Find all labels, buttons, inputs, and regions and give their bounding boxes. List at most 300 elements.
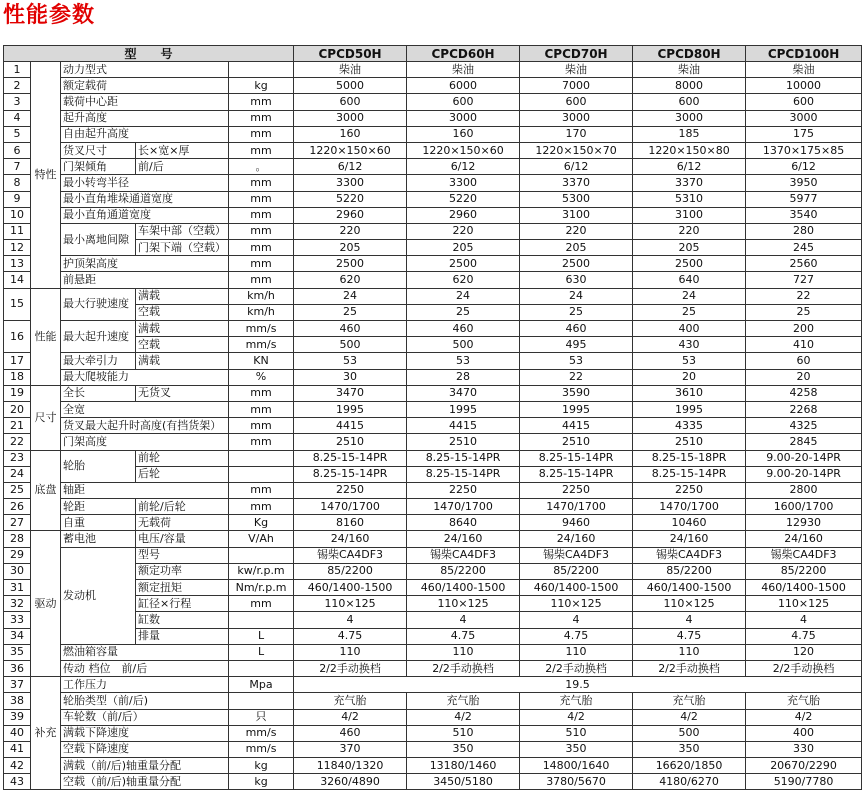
value-cell: 120	[746, 644, 862, 660]
item-label: 最大牵引力	[61, 353, 136, 369]
unit-cell: L	[229, 628, 294, 644]
value-cell: 9.00-20-14PR	[746, 466, 862, 482]
unit-cell: mm/s	[229, 725, 294, 741]
row-number: 38	[4, 693, 31, 709]
page-title: 性能参数	[3, 3, 96, 28]
value-cell: 727	[746, 272, 862, 288]
value-cell: 3370	[633, 175, 746, 191]
value-cell: 2800	[746, 482, 862, 498]
value-cell: 110	[294, 644, 407, 660]
row-number: 40	[4, 725, 31, 741]
value-cell: 6/12	[407, 159, 520, 175]
table-row	[4, 126, 862, 142]
table-row	[4, 159, 862, 175]
value-cell: 460	[294, 321, 407, 337]
unit-cell: mm	[229, 240, 294, 256]
value-cell: 24	[294, 288, 407, 304]
value-cell: 3000	[407, 110, 520, 126]
row-number: 9	[4, 191, 31, 207]
row-number: 15	[4, 288, 31, 320]
value-cell: 350	[633, 741, 746, 757]
value-cell: 4335	[633, 418, 746, 434]
table-row	[4, 369, 862, 385]
item-label: 护顶架高度	[61, 256, 229, 272]
value-cell: 6000	[407, 78, 520, 94]
group-label: 补充	[31, 677, 61, 790]
sub-label: 门架下端（空载）	[136, 240, 229, 256]
unit-cell: Kg	[229, 515, 294, 531]
unit-cell: mm	[229, 418, 294, 434]
value-cell: 620	[294, 272, 407, 288]
row-number: 29	[4, 547, 31, 563]
value-cell: 85/2200	[633, 563, 746, 579]
unit-cell: mm	[229, 191, 294, 207]
row-number: 21	[4, 418, 31, 434]
value-cell: 2845	[746, 434, 862, 450]
value-cell: 1470/1700	[520, 499, 633, 515]
value-cell: 3000	[633, 110, 746, 126]
value-cell: 柴油	[746, 62, 862, 78]
row-number: 36	[4, 660, 31, 676]
value-cell: 600	[520, 94, 633, 110]
unit-cell: mm	[229, 175, 294, 191]
sub-label: 空载	[136, 337, 229, 353]
value-cell: 8.25-15-14PR	[520, 450, 633, 466]
row-number: 33	[4, 612, 31, 628]
row-number: 17	[4, 353, 31, 369]
sub-label: 满载	[136, 353, 229, 369]
value-cell: 410	[746, 337, 862, 353]
value-cell: 460/1400-1500	[520, 580, 633, 596]
table-row	[4, 709, 862, 725]
value-cell: 12930	[746, 515, 862, 531]
value-cell: 1470/1700	[633, 499, 746, 515]
row-number: 41	[4, 741, 31, 757]
value-cell: 柴油	[520, 62, 633, 78]
value-cell: 锡柴CA4DF3	[633, 547, 746, 563]
value-cell: 3300	[294, 175, 407, 191]
item-label: 门架倾角	[61, 159, 136, 175]
row-number: 35	[4, 644, 31, 660]
table-row	[4, 515, 862, 531]
value-cell: 220	[294, 223, 407, 239]
value-cell: 4325	[746, 418, 862, 434]
value-cell: 2/2手动换档	[407, 660, 520, 676]
unit-cell: km/h	[229, 304, 294, 320]
value-cell: 3470	[407, 385, 520, 401]
model-header: CPCD50H	[294, 46, 407, 62]
value-cell: 1470/1700	[407, 499, 520, 515]
value-cell: 460/1400-1500	[407, 580, 520, 596]
value-cell: 110	[520, 644, 633, 660]
value-cell: 4.75	[407, 628, 520, 644]
unit-cell: 。	[229, 159, 294, 175]
value-cell: 5220	[294, 191, 407, 207]
item-label: 额定载荷	[61, 78, 229, 94]
row-number: 4	[4, 110, 31, 126]
value-cell: 280	[746, 223, 862, 239]
value-cell: 5300	[520, 191, 633, 207]
group-label: 特性	[31, 62, 61, 289]
value-cell: 3300	[407, 175, 520, 191]
value-cell: 460/1400-1500	[746, 580, 862, 596]
unit-cell: kg	[229, 758, 294, 774]
value-cell: 24	[520, 288, 633, 304]
table-row	[4, 321, 862, 337]
sub-label: 电压/容量	[136, 531, 229, 547]
value-cell: 2510	[520, 434, 633, 450]
sub-label: 空载	[136, 304, 229, 320]
item-label: 空载（前/后)轴重量分配	[61, 774, 229, 790]
item-label: 货叉尺寸	[61, 142, 136, 158]
value-cell: 充气胎	[746, 693, 862, 709]
value-cell: 85/2200	[520, 563, 633, 579]
value-cell: 4415	[520, 418, 633, 434]
value-cell: 630	[520, 272, 633, 288]
value-cell: 495	[520, 337, 633, 353]
item-label: 载荷中心距	[61, 94, 229, 110]
item-label: 满载下降速度	[61, 725, 229, 741]
model-header: CPCD100H	[746, 46, 862, 62]
row-number: 14	[4, 272, 31, 288]
sub-label: 排量	[136, 628, 229, 644]
row-number: 3	[4, 94, 31, 110]
unit-cell: mm/s	[229, 337, 294, 353]
row-number: 1	[4, 62, 31, 78]
value-cell: 430	[633, 337, 746, 353]
value-cell: 60	[746, 353, 862, 369]
row-number: 10	[4, 207, 31, 223]
value-cell: 4/2	[746, 709, 862, 725]
value-cell: 4415	[294, 418, 407, 434]
row-number: 37	[4, 677, 31, 693]
row-number: 31	[4, 580, 31, 596]
value-cell: 8000	[633, 78, 746, 94]
row-number: 16	[4, 321, 31, 353]
value-cell: 24/160	[746, 531, 862, 547]
item-label: 燃油箱容量	[61, 644, 229, 660]
value-cell: 1995	[520, 401, 633, 417]
unit-cell: mm/s	[229, 321, 294, 337]
unit-cell	[229, 62, 294, 78]
value-cell: 2500	[633, 256, 746, 272]
item-label: 最小直角通道宽度	[61, 207, 229, 223]
value-cell: 2960	[407, 207, 520, 223]
value-cell: 2/2手动换档	[746, 660, 862, 676]
value-cell: 14800/1640	[520, 758, 633, 774]
unit-cell: km/h	[229, 288, 294, 304]
table-row	[4, 142, 862, 158]
item-label: 全宽	[61, 401, 229, 417]
item-label: 空载下降速度	[61, 741, 229, 757]
sub-label: 后轮	[136, 466, 229, 482]
value-cell: 25	[407, 304, 520, 320]
table-row	[4, 774, 862, 790]
value-cell: 460	[520, 321, 633, 337]
value-cell: 2250	[407, 482, 520, 498]
item-label: 门架高度	[61, 434, 229, 450]
value-cell: 5220	[407, 191, 520, 207]
value-cell: 3100	[520, 207, 633, 223]
value-cell: 3470	[294, 385, 407, 401]
table-row	[4, 531, 862, 547]
value-cell: 8160	[294, 515, 407, 531]
table-row	[4, 288, 862, 304]
table-row	[4, 450, 862, 466]
value-cell: 220	[407, 223, 520, 239]
table-row	[4, 677, 862, 693]
sub-label: 车架中部（空载）	[136, 223, 229, 239]
item-label: 最大起升速度	[61, 321, 136, 353]
value-cell: 22	[520, 369, 633, 385]
table-row	[4, 94, 862, 110]
group-label: 底盘	[31, 450, 61, 531]
value-cell: 16620/1850	[633, 758, 746, 774]
value-cell: 6/12	[520, 159, 633, 175]
row-number: 13	[4, 256, 31, 272]
value-cell: 600	[407, 94, 520, 110]
value-cell: 19.5	[294, 677, 862, 693]
unit-cell	[229, 466, 294, 482]
value-cell: 2250	[294, 482, 407, 498]
item-label: 起升高度	[61, 110, 229, 126]
value-cell: 220	[633, 223, 746, 239]
value-cell: 160	[407, 126, 520, 142]
value-cell: 245	[746, 240, 862, 256]
value-cell: 110×125	[746, 596, 862, 612]
row-number: 25	[4, 482, 31, 498]
sub-label: 满载	[136, 288, 229, 304]
unit-cell: mm	[229, 207, 294, 223]
value-cell: 2510	[633, 434, 746, 450]
table-row	[4, 725, 862, 741]
value-cell: 24	[407, 288, 520, 304]
value-cell: 53	[520, 353, 633, 369]
item-label: 前悬距	[61, 272, 229, 288]
value-cell: 205	[633, 240, 746, 256]
group-label: 性能	[31, 288, 61, 385]
value-cell: 24	[633, 288, 746, 304]
table-row	[4, 110, 862, 126]
unit-cell: KN	[229, 353, 294, 369]
value-cell: 110×125	[294, 596, 407, 612]
unit-cell: L	[229, 644, 294, 660]
table-row	[4, 547, 862, 563]
value-cell: 110	[407, 644, 520, 660]
sub-label: 缸数	[136, 612, 229, 628]
value-cell: 4/2	[520, 709, 633, 725]
value-cell: 5310	[633, 191, 746, 207]
unit-cell: kg	[229, 774, 294, 790]
model-header: CPCD80H	[633, 46, 746, 62]
value-cell: 175	[746, 126, 862, 142]
value-cell: 3370	[520, 175, 633, 191]
item-label: 轮胎类型（前/后)	[61, 693, 229, 709]
value-cell: 5000	[294, 78, 407, 94]
value-cell: 640	[633, 272, 746, 288]
unit-cell: mm	[229, 256, 294, 272]
value-cell: 4/2	[407, 709, 520, 725]
value-cell: 1220×150×60	[294, 142, 407, 158]
value-cell: 25	[633, 304, 746, 320]
value-cell: 5190/7780	[746, 774, 862, 790]
table-row	[4, 78, 862, 94]
value-cell: 2500	[294, 256, 407, 272]
value-cell: 锡柴CA4DF3	[407, 547, 520, 563]
sub-label: 型号	[136, 547, 229, 563]
sub-label: 无货叉	[136, 385, 229, 401]
value-cell: 8.25-15-14PR	[407, 450, 520, 466]
row-number: 26	[4, 499, 31, 515]
unit-cell: mm	[229, 482, 294, 498]
unit-cell: V/Ah	[229, 531, 294, 547]
unit-cell: Nm/r.p.m	[229, 580, 294, 596]
value-cell: 4	[407, 612, 520, 628]
value-cell: 160	[294, 126, 407, 142]
table-row	[4, 644, 862, 660]
value-cell: 8.25-15-14PR	[633, 466, 746, 482]
value-cell: 4	[294, 612, 407, 628]
value-cell: 110	[633, 644, 746, 660]
value-cell: 24/160	[407, 531, 520, 547]
value-cell: 110×125	[520, 596, 633, 612]
unit-cell: mm	[229, 223, 294, 239]
table-row	[4, 482, 862, 498]
value-cell: 110×125	[633, 596, 746, 612]
row-number: 42	[4, 758, 31, 774]
value-cell: 1995	[294, 401, 407, 417]
sub-label: 无载荷	[136, 515, 229, 531]
table-row	[4, 223, 862, 239]
value-cell: 30	[294, 369, 407, 385]
unit-cell: Mpa	[229, 677, 294, 693]
unit-cell: mm	[229, 94, 294, 110]
value-cell: 330	[746, 741, 862, 757]
row-number: 22	[4, 434, 31, 450]
unit-cell: kw/r.p.m	[229, 563, 294, 579]
value-cell: 53	[633, 353, 746, 369]
row-number: 12	[4, 240, 31, 256]
value-cell: 4.75	[520, 628, 633, 644]
row-number: 20	[4, 401, 31, 417]
item-label: 动力型式	[61, 62, 229, 78]
item-label: 最大行驶速度	[61, 288, 136, 320]
value-cell: 柴油	[633, 62, 746, 78]
value-cell: 53	[407, 353, 520, 369]
value-cell: 6/12	[633, 159, 746, 175]
value-cell: 充气胎	[520, 693, 633, 709]
value-cell: 500	[407, 337, 520, 353]
table-row	[4, 256, 862, 272]
value-cell: 8640	[407, 515, 520, 531]
value-cell: 3780/5670	[520, 774, 633, 790]
item-label: 最大爬坡能力	[61, 369, 229, 385]
value-cell: 3450/5180	[407, 774, 520, 790]
value-cell: 锡柴CA4DF3	[520, 547, 633, 563]
table-row	[4, 418, 862, 434]
value-cell: 1220×150×60	[407, 142, 520, 158]
value-cell: 205	[407, 240, 520, 256]
sub-label: 额定扭矩	[136, 580, 229, 596]
value-cell: 6/12	[746, 159, 862, 175]
row-number: 24	[4, 466, 31, 482]
value-cell: 20	[633, 369, 746, 385]
value-cell: 3000	[294, 110, 407, 126]
value-cell: 1995	[407, 401, 520, 417]
value-cell: 8.25-15-14PR	[520, 466, 633, 482]
value-cell: 85/2200	[746, 563, 862, 579]
unit-cell: mm	[229, 401, 294, 417]
unit-cell: mm/s	[229, 741, 294, 757]
row-number: 30	[4, 563, 31, 579]
value-cell: 2510	[407, 434, 520, 450]
value-cell: 5977	[746, 191, 862, 207]
value-cell: 2250	[633, 482, 746, 498]
row-number: 32	[4, 596, 31, 612]
value-cell: 3000	[520, 110, 633, 126]
value-cell: 4180/6270	[633, 774, 746, 790]
value-cell: 25	[294, 304, 407, 320]
sub-label: 额定功率	[136, 563, 229, 579]
value-cell: 170	[520, 126, 633, 142]
value-cell: 20670/2290	[746, 758, 862, 774]
value-cell: 350	[407, 741, 520, 757]
value-cell: 220	[520, 223, 633, 239]
value-cell: 22	[746, 288, 862, 304]
value-cell: 4415	[407, 418, 520, 434]
value-cell: 3610	[633, 385, 746, 401]
group-label: 驱动	[31, 531, 61, 677]
value-cell: 充气胎	[407, 693, 520, 709]
sub-label: 满载	[136, 321, 229, 337]
sub-label: 缸径×行程	[136, 596, 229, 612]
value-cell: 4.75	[746, 628, 862, 644]
table-row	[4, 191, 862, 207]
value-cell: 2/2手动换档	[633, 660, 746, 676]
value-cell: 53	[294, 353, 407, 369]
value-cell: 2500	[520, 256, 633, 272]
value-cell: 24/160	[294, 531, 407, 547]
value-cell: 400	[633, 321, 746, 337]
value-cell: 28	[407, 369, 520, 385]
table-row	[4, 434, 862, 450]
value-cell: 460	[407, 321, 520, 337]
value-cell: 460	[294, 725, 407, 741]
row-number: 43	[4, 774, 31, 790]
table-row	[4, 62, 862, 78]
value-cell: 205	[294, 240, 407, 256]
row-number: 28	[4, 531, 31, 547]
item-label: 发动机	[61, 547, 136, 644]
unit-cell: mm	[229, 499, 294, 515]
item-label: 传动 档位 前/后	[61, 660, 229, 676]
unit-cell: mm	[229, 142, 294, 158]
row-number: 6	[4, 142, 31, 158]
sub-label: 前/后	[136, 159, 229, 175]
value-cell: 柴油	[407, 62, 520, 78]
value-cell: 205	[520, 240, 633, 256]
row-number: 11	[4, 223, 31, 239]
value-cell: 8.25-15-14PR	[407, 466, 520, 482]
value-cell: 620	[407, 272, 520, 288]
value-cell: 10000	[746, 78, 862, 94]
value-cell: 1470/1700	[294, 499, 407, 515]
value-cell: 1220×150×70	[520, 142, 633, 158]
value-cell: 510	[520, 725, 633, 741]
item-label: 自由起升高度	[61, 126, 229, 142]
value-cell: 350	[520, 741, 633, 757]
value-cell: 10460	[633, 515, 746, 531]
